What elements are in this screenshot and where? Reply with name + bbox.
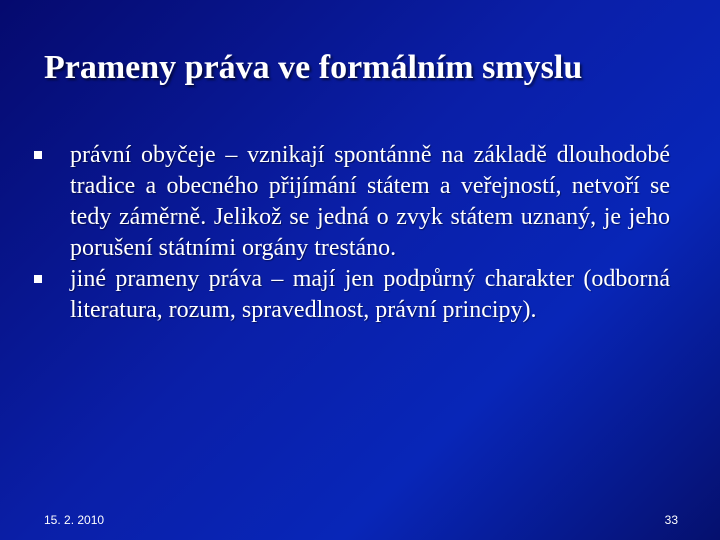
square-bullet-icon — [34, 151, 42, 159]
bullet-item — [36, 264, 670, 326]
bullet-list — [36, 140, 670, 326]
footer-date: 15. 2. 2010 — [44, 513, 105, 527]
bullet-item — [36, 140, 670, 264]
slide-title: Prameny práva ve formálním smyslu — [44, 49, 583, 86]
bullet-text: jiné prameny práva – mají jen podpůrný charakter (odborná literatura, rozum, spravedlnost, právní principy). — [70, 266, 670, 323]
square-bullet-icon — [34, 275, 42, 283]
page-number: 33 — [664, 513, 678, 527]
bullet-text: právní obyčeje – vznikají spontánně na základě dlouhodobé tradice a obecného přijímání státem a veřejností, netvoří se tedy záměrně. Jelikož se jedná o zvyk státem uznaný, je jeho porušení státními orgány trestáno. — [70, 142, 670, 261]
